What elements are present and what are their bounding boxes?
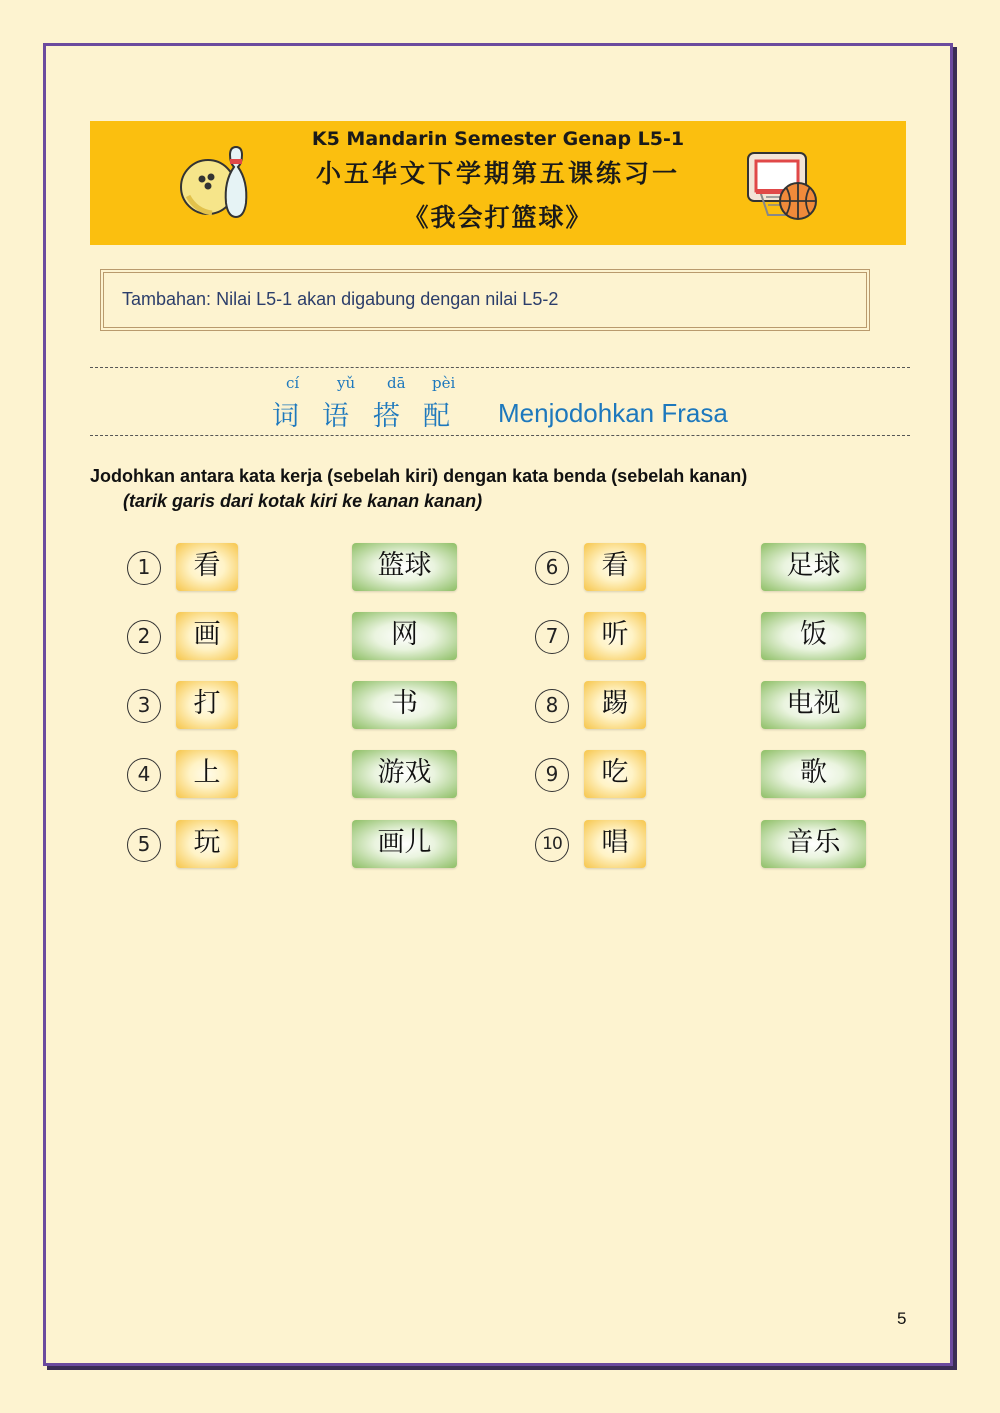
verb-box[interactable]: 唱	[584, 820, 646, 868]
divider-top	[90, 367, 910, 368]
item-number: 3	[127, 689, 161, 723]
section-hanzi-1: 词	[272, 401, 299, 432]
bowling-icon	[178, 141, 256, 221]
item-number: 8	[535, 689, 569, 723]
pinyin-1: cí	[286, 374, 300, 392]
banner-title-en: K5 Mandarin Semester Genap L5-1	[311, 128, 685, 150]
noun-box[interactable]: 游戏	[352, 750, 457, 798]
noun-box[interactable]: 篮球	[352, 543, 457, 591]
verb-box[interactable]: 吃	[584, 750, 646, 798]
verb-box[interactable]: 画	[176, 612, 238, 660]
noun-box[interactable]: 歌	[761, 750, 866, 798]
note-content: Nilai L5-1 akan digabung dengan nilai L5-2	[216, 289, 559, 309]
item-number: 6	[535, 551, 569, 585]
pinyin-2: yǔ	[337, 374, 356, 392]
noun-box[interactable]: 电视	[761, 681, 866, 729]
item-number: 2	[127, 620, 161, 654]
verb-box[interactable]: 听	[584, 612, 646, 660]
item-number: 7	[535, 620, 569, 654]
noun-box[interactable]: 画儿	[352, 820, 457, 868]
instruction-main: Jodohkan antara kata kerja (sebelah kiri) dengan kata benda (sebelah kanan)	[90, 466, 748, 486]
verb-box[interactable]: 看	[584, 543, 646, 591]
banner-title-zh: 小五华文下学期第五课练习一	[315, 159, 680, 188]
item-number: 9	[535, 758, 569, 792]
item-number: 4	[127, 758, 161, 792]
pinyin-4: pèi	[432, 374, 456, 392]
note-text	[122, 289, 558, 310]
divider-bottom	[90, 435, 910, 436]
pinyin-3: dā	[387, 374, 406, 392]
section-hanzi-4: 配	[423, 401, 450, 432]
item-number: 10	[535, 828, 569, 862]
noun-box[interactable]: 饭	[761, 612, 866, 660]
note-label: Tambahan:	[122, 289, 212, 309]
section-hanzi-2: 语	[322, 401, 349, 432]
noun-box[interactable]: 足球	[761, 543, 866, 591]
verb-box[interactable]: 踢	[584, 681, 646, 729]
section-subtitle: Menjodohkan Frasa	[498, 398, 728, 428]
verb-box[interactable]: 打	[176, 681, 238, 729]
basketball-hoop-icon	[746, 149, 824, 227]
section-hanzi-3: 搭	[373, 401, 400, 432]
noun-box[interactable]: 书	[352, 681, 457, 729]
header-banner	[90, 121, 906, 245]
item-number: 5	[127, 828, 161, 862]
noun-box[interactable]: 音乐	[761, 820, 866, 868]
page-number: 5	[897, 1309, 907, 1328]
banner-lesson-title: 《我会打篮球》	[403, 203, 593, 232]
item-number: 1	[127, 551, 161, 585]
noun-box[interactable]: 网	[352, 612, 457, 660]
verb-box[interactable]: 玩	[176, 820, 238, 868]
verb-box[interactable]: 上	[176, 750, 238, 798]
instruction-sub: (tarik garis dari kotak kiri ke kanan kanan)	[123, 491, 483, 511]
note-box	[100, 269, 870, 331]
verb-box[interactable]: 看	[176, 543, 238, 591]
